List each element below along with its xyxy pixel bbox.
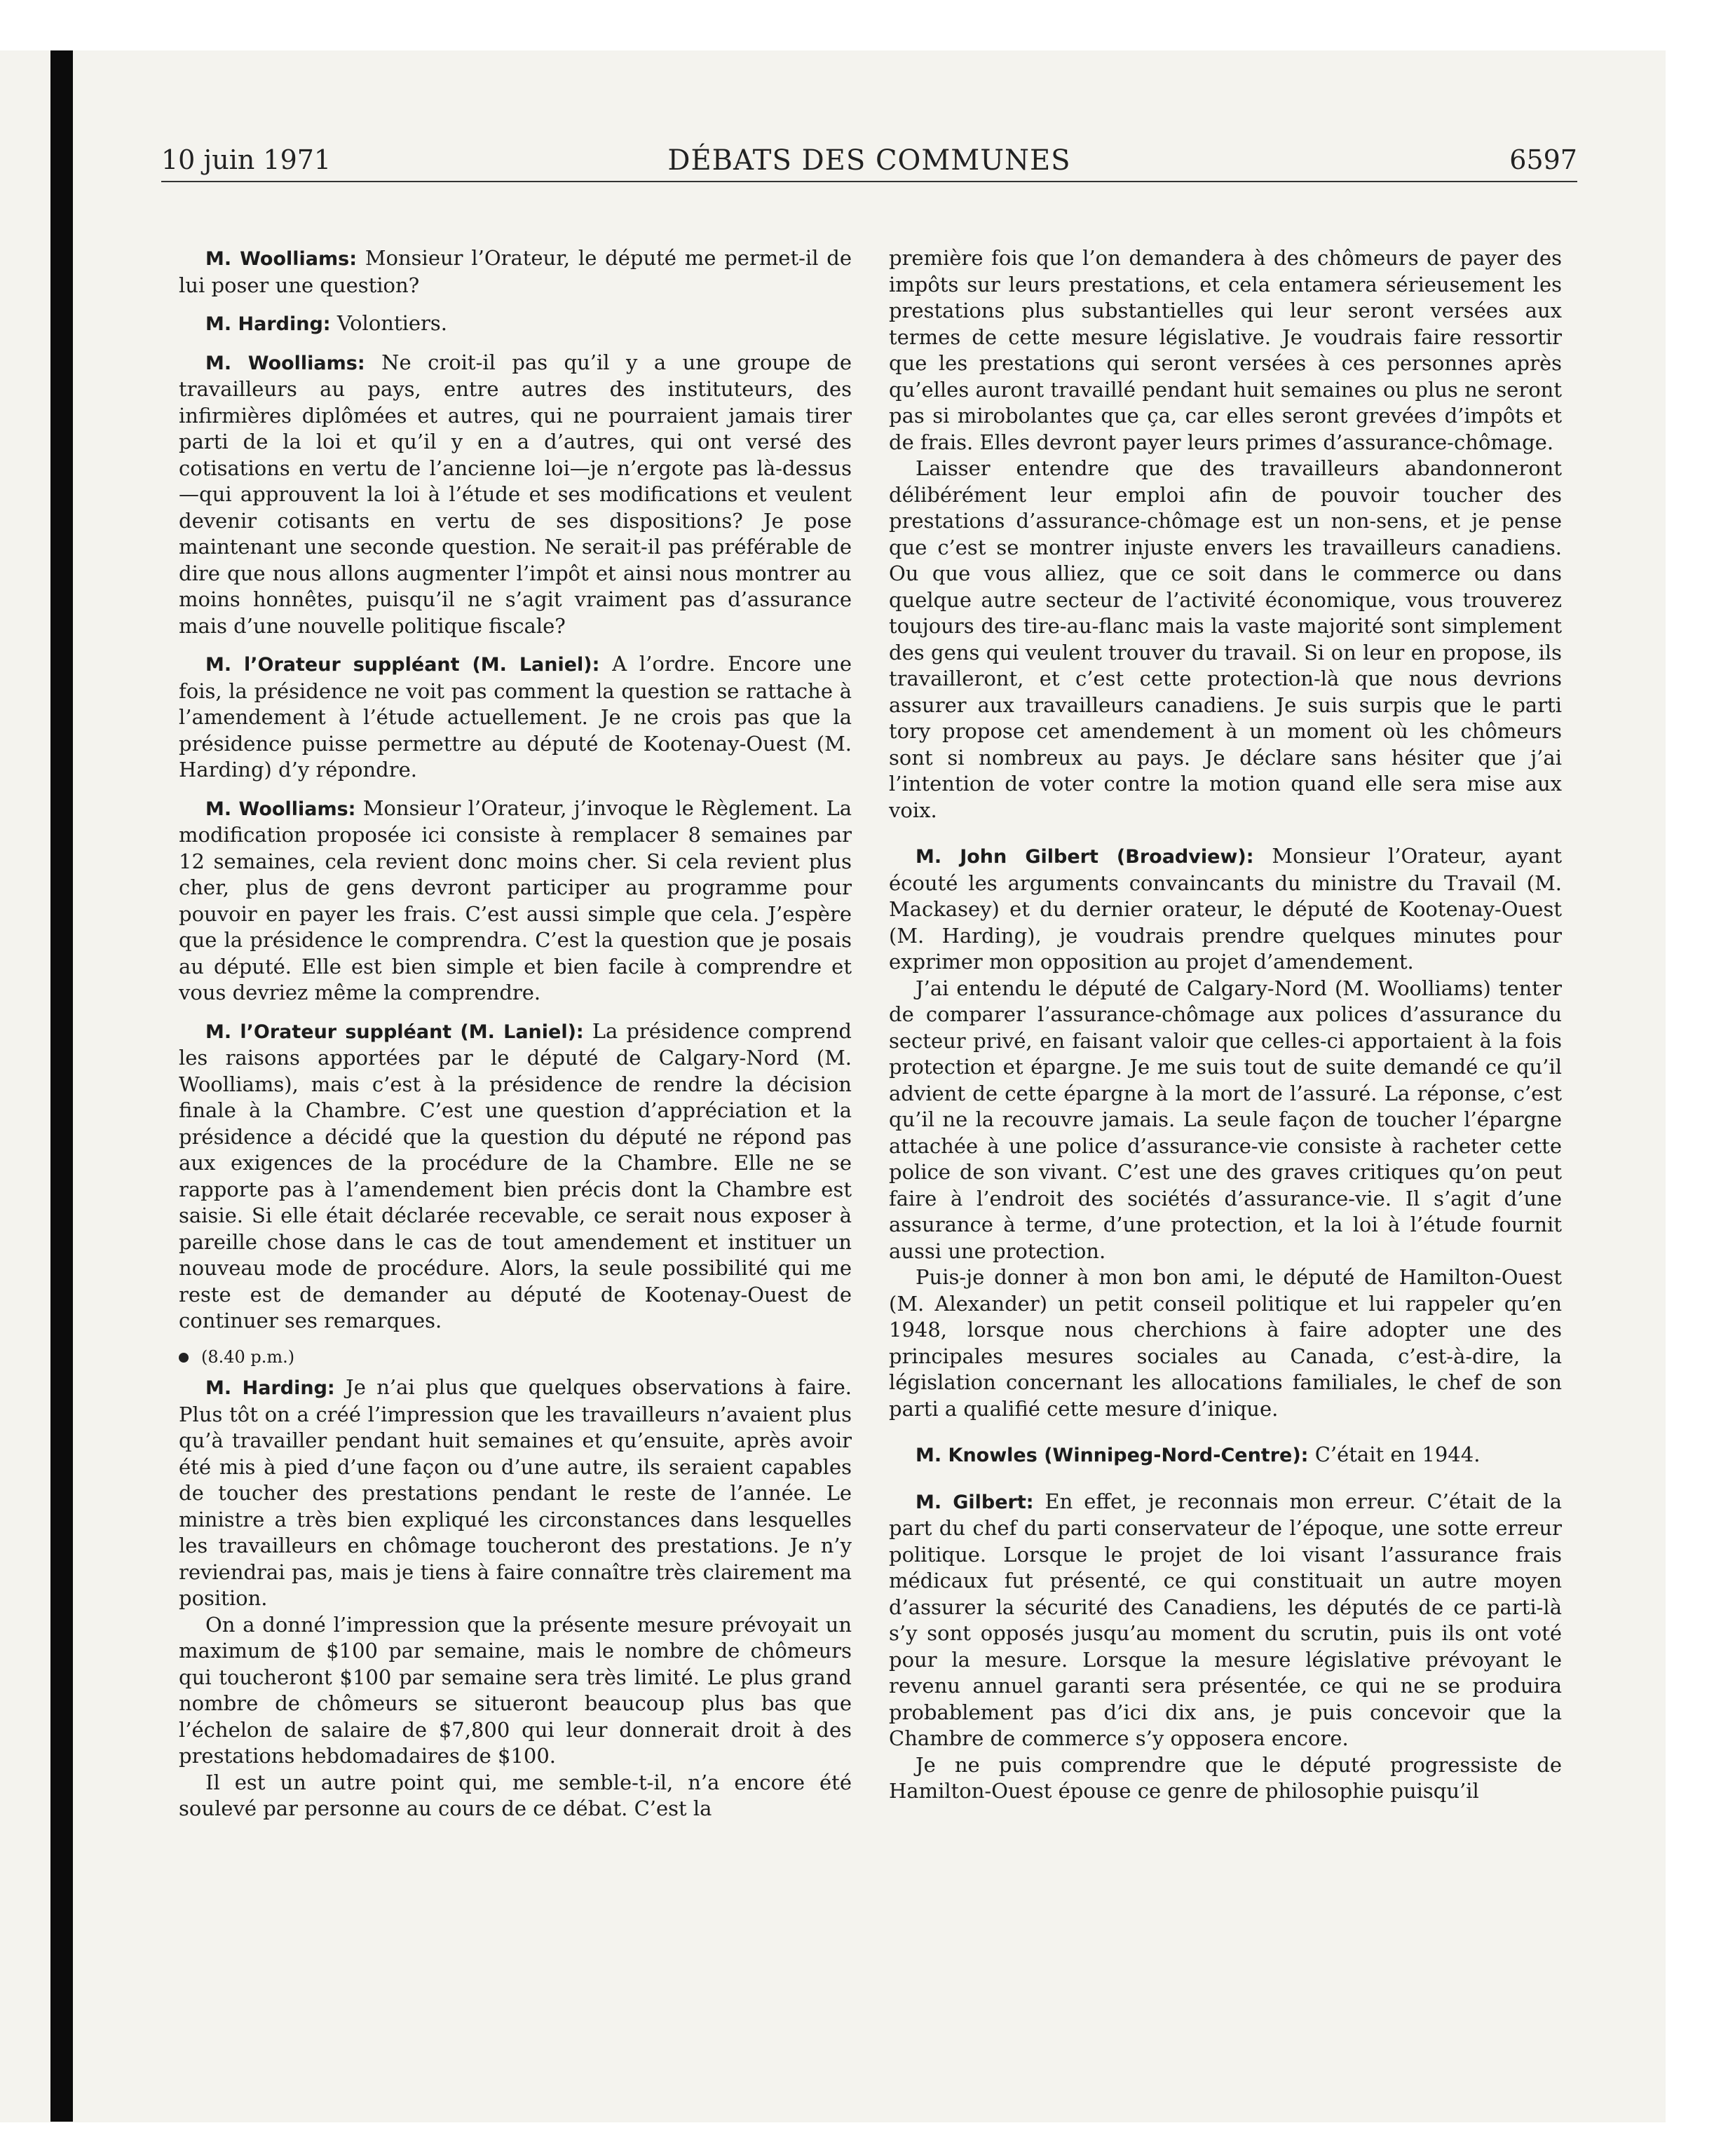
header-page-number: 6597 xyxy=(1509,144,1577,175)
paragraph-text: On a donné l’impression que la présente mesure prévoyait un maximum de $100 par semaine, mais le nombre de chômeurs qui toucheront $100 par semaine sera très limité. Le plus grand nombre de chômeurs se situeront beaucoup plus bas que l’échelon de salaire de $7,800 qui leur donnerait droit à des prestations hebdomadaires de $100. xyxy=(179,1612,852,1768)
scan-margin-top xyxy=(0,0,1735,50)
left-column xyxy=(179,245,852,1822)
speaker-name: M. Woolliams: xyxy=(205,352,365,374)
paragraph xyxy=(179,1770,852,1822)
paragraph xyxy=(179,651,852,784)
paragraph xyxy=(889,1489,1562,1752)
scan-margin-bottom xyxy=(0,2122,1735,2156)
paragraph-text: Puis-je donner à mon bon ami, le député de Hamilton-Ouest (M. Alexander) un petit conseil politique et lui rappeler qu’en 1948, lorsque nous cherchions à faire adopter une des principales mesures sociales au Canada, c’est-à-dire, la législation concernant les allocations familiales, le chef de son parti a qualifié cette mesure d’inique. xyxy=(889,1265,1562,1421)
paragraph xyxy=(179,350,852,640)
paragraph-text: Ne croit-il pas qu’il y a une groupe de travailleurs au pays, entre autres des instituteurs, des infirmières diplômées et autres, qui ne pourraient jamais tirer parti de la loi et qu’il y en a d’autres, qui ont versé des cotisations en vertu de l’ancienne loi—je n’ergote pas là-dessus—qui approuvent la loi à l’étude et ses modifications et veulent devenir cotisants en vertu de ses dispositions? Je pose maintenant une seconde question. Ne serait-il pas préférable de dire que nous allons augmenter l’impôt et ainsi nous montrer au moins honnêtes, puisqu’il ne s’agit vraiment pas d’assurance mais d’une nouvelle politique fiscale? xyxy=(179,350,852,638)
speaker-name: M. Woolliams: xyxy=(205,798,356,820)
left-column-upper xyxy=(179,245,852,1335)
paragraph-text: Il est un autre point qui, me semble-t-il, n’a encore été soulevé par personne au cours de ce débat. C’est la xyxy=(179,1770,852,1820)
time-marker-text: (8.40 p.m.) xyxy=(201,1346,295,1367)
paragraph-text: En effet, je reconnais mon erreur. C’était de la part du chef du parti conservateur de l’époque, une sotte erreur politique. Lorsque le projet de loi visant l’assurance frais médicaux fut présenté, ce qui constituait un autre moyen d’assurer la sécurité des Canadiens, les députés de ce parti-là s’y sont opposés jusqu’au moment du scrutin, puis ils ont voté pour la mesure. Lorsque la mesure législative prévoyant le revenu annuel garanti sera présentée, ce qui ne se produira probablement pas d’ici dix ans, je puis concevoir que la Chambre de commerce s’y opposera encore. xyxy=(889,1489,1562,1750)
scan-binding-edge xyxy=(50,50,73,2122)
paragraph xyxy=(889,1264,1562,1422)
header-title: DÉBATS DES COMMUNES xyxy=(667,144,1071,177)
page-header xyxy=(161,137,1577,188)
paragraph xyxy=(179,1612,852,1770)
paragraph-text: Je ne puis comprendre que le député progressiste de Hamilton-Ouest épouse ce genre de philosophie puisqu’il xyxy=(889,1752,1562,1803)
speaker-name: M. Harding: xyxy=(205,313,331,335)
paragraph xyxy=(179,1374,852,1612)
paragraph xyxy=(889,245,1562,456)
speaker-name: M. Gilbert: xyxy=(916,1491,1034,1513)
header-date: 10 juin 1971 xyxy=(161,144,332,175)
paragraph-text: Volontiers. xyxy=(336,311,448,335)
speaker-name: M. Knowles (Winnipeg-Nord-Centre): xyxy=(916,1445,1309,1466)
speaker-name: M. Harding: xyxy=(205,1377,335,1399)
paragraph xyxy=(179,311,852,338)
paragraph xyxy=(889,1752,1562,1805)
paragraph-text: A l’ordre. Encore une fois, la présidence ne voit pas comment la question se rattache à l’amendement à l’étude actuellement. Je ne crois pas que la présidence puisse permettre au député de Kootenay-Ouest (M. Harding) d’y répondre. xyxy=(179,652,852,782)
speaker-name: M. Woolliams: xyxy=(205,248,358,270)
paragraph-text: C’était en 1944. xyxy=(1314,1442,1481,1466)
time-marker xyxy=(179,1344,852,1371)
paragraph xyxy=(889,456,1562,824)
paragraph-text: Monsieur l’Orateur, ayant écouté les arguments convaincants du ministre du Travail (M. Mackasey) et du dernier orateur, le député de Kootenay-Ouest (M. Harding), je voudrais prendre quelques minutes pour exprimer mon opposition au projet d’amendement. xyxy=(889,844,1563,974)
bullet-icon xyxy=(179,1353,189,1363)
paragraph xyxy=(179,796,852,1007)
paragraph xyxy=(889,843,1562,976)
paragraph-text: Monsieur l’Orateur, j’invoque le Règlement. La modification proposée ici consiste à remplacer 8 semaines par 12 semaines, cela revient donc moins cher. Si cela revient plus cher, plus de gens devront participer au programme pour pouvoir en payer les frais. C’est aussi simple que cela. J’espère que la présidence le comprendra. C’est la question que je posais au député. Elle est bien simple et bien facile à comprendre et vous devriez même la comprendre. xyxy=(179,796,852,1004)
speaker-name: M. John Gilbert (Broadview): xyxy=(916,846,1254,868)
paragraph-text: Laisser entendre que des travailleurs abandonneront délibérément leur emploi afin de pouvoir toucher des prestations d’assurance-chômage est un non-sens, et je pense que c’est se montrer injuste envers les travailleurs canadiens. Ou que vous alliez, que ce soit dans le commerce ou dans quelque autre secteur de l’activité économique, vous trouverez toujours des tire-au-flanc mais la vaste majorité sont simplement des gens qui veulent trouver du travail. Si on leur en propose, ils travailleront, et c’est cette protection-là que nous devrions assurer aux travailleurs canadiens. Je suis surpis que le parti tory propose cet amendement à un moment où les chômeurs sont si nombreux au pays. Je déclare sans hésiter que j’ai l’intention de voter contre la motion quand elle sera mise aux voix. xyxy=(889,456,1562,822)
paragraph-text: première fois que l’on demandera à des chômeurs de payer des impôts sur leurs prestations, et cela entamera sérieusement les prestations plus substantielles qui leur seront versées aux termes de cette mesure législative. Je voudrais faire ressortir que les prestations qui seront versées à ces personnes après qu’elles auront travaillé pendant huit semaines ou plus ne seront pas si mirobolantes que ça, car elles seront grevées d’impôts et de frais. Elles devront payer leurs primes d’assurance-chômage. xyxy=(889,246,1562,454)
speaker-name: M. l’Orateur suppléant (M. Laniel): xyxy=(205,1021,584,1043)
header-rule xyxy=(161,181,1577,182)
paragraph-text: J’ai entendu le député de Calgary-Nord (M. Woolliams) tenter de comparer l’assurance-chômage aux polices d’assurance du secteur privé, en faisant valoir que celles-ci apportaient à la fois protection et épargne. Je me suis tout de suite demandé ce qu’il advient de cette épargne à la mort de l’assuré. La réponse, c’est qu’il ne la recouvre jamais. La seule façon de toucher l’épargne attachée à une police d’assurance-vie consiste à racheter cette police de son vivant. C’est une des graves critiques qu’on peut faire à l’endroit des sociétés d’assurance-vie. Il s’agit d’une assurance à terme, d’une protection, et la loi à l’étude fournit aussi une protection. xyxy=(889,976,1562,1263)
paragraph xyxy=(179,1018,852,1335)
right-column xyxy=(889,245,1562,1805)
paragraph-text: La présidence comprend les raisons apportées par le député de Calgary-Nord (M. Woolliams), mais c’est à la présidence de rendre la décision finale à la Chambre. C’est une question d’appréciation et la présidence a décidé que la question du député ne répond pas aux exigences de la procédure de la Chambre. Elle ne se rapporte pas à l’amendement bien précis dont la Chambre est saisie. Si elle était déclarée recevable, ce serait nous exposer à pareille chose dans le cas de tout amendement et instituer un nouveau mode de procédure. Alors, la seule possibilité qui me reste est de demander au député de Kootenay-Ouest de continuer ses remarques. xyxy=(179,1018,852,1332)
speaker-name: M. l’Orateur suppléant (M. Laniel): xyxy=(205,654,600,676)
paragraph xyxy=(179,245,852,299)
left-column-lower xyxy=(179,1374,852,1822)
paragraph-text: Monsieur l’Orateur, le député me permet-il de lui poser une question? xyxy=(179,246,852,297)
scan-margin-right xyxy=(1666,0,1735,2156)
paragraph-text: Je n’ai plus que quelques observations à faire. Plus tôt on a créé l’impression que les travailleurs n’avaient plus qu’à travailler pendant huit semaines et qu’ensuite, après avoir été mis à pied d’une façon ou d’une autre, ils seraient capables de toucher des prestations pendant le reste de l’année. Le ministre a très bien expliqué les circonstances dans lesquelles les travailleurs en chômage toucheront des prestations. Je n’y reviendrai pas, mais je tiens à faire connaître très clairement ma position. xyxy=(179,1375,852,1610)
paragraph xyxy=(889,1442,1562,1469)
paragraph xyxy=(889,976,1562,1265)
